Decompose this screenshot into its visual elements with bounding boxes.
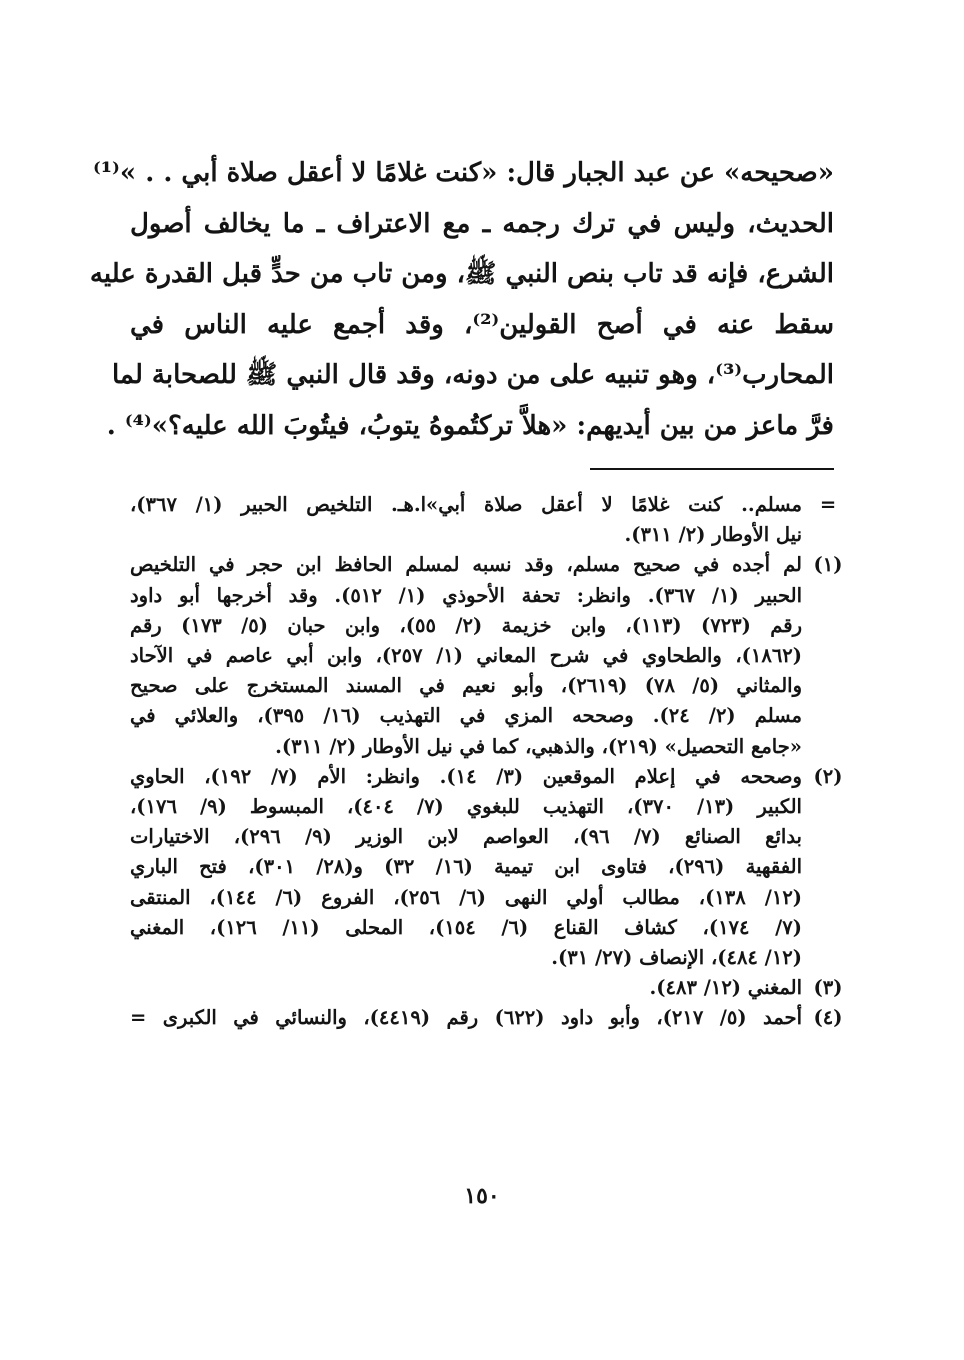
footnote-line: الفقهية (٢٩٦)، فتاوى ابن تيمية (١٦/ ٣٢) و(٢٨/ ٣٠١)، فتح الباري: [130, 855, 802, 879]
page-number: ١٥٠: [464, 1183, 500, 1209]
main-text: [89, 148, 834, 451]
footnote-line: (٧/ ١٧٤)، كشاف القناع (٦/ ١٥٤)، المحلى (١١/ ١٢٦)، المغني: [130, 915, 802, 939]
footnote-marker: =: [819, 493, 837, 516]
footnotes: [130, 490, 850, 1034]
footnote-line: لم أجده في صحيح مسلم، وقد نسبه لمسلم الحافظ ابن حجر في التلخيص: [130, 553, 802, 577]
footnote-separator: [590, 468, 834, 470]
main-text-line: الشرع، فإنه قد تاب بنص النبي ﷺ، ومن تاب من حدٍّ قبل القدرة عليه: [89, 259, 834, 289]
main-text-line: «صحيحه» عن عبد الجبار قال: «كنت غلامًا لا أعقل صلاة أبي . . »⁽¹⁾: [93, 158, 834, 188]
footnote-continuation: [130, 490, 850, 550]
footnote-line: نيل الأوطار (٢/ ٣١١).: [624, 523, 802, 547]
footnote-line: (١٢/ ١٣٨)، مطالب أولي النهى (٦/ ٢٥٦)، الفروع (٦/ ١٤٤)، المنتقى: [130, 885, 803, 909]
footnote-line: الكبير (١٣/ ٣٧٠)، التهذيب للبغوي (٧/ ٤٠٤)، المبسوط (٩/ ١٧٦)،: [130, 795, 802, 819]
footnote-line: أحمد (٥/ ٢١٧)، وأبو داود (٦٢٢) رقم (٤٤١٩)، والنسائي في الكبرى =: [130, 1006, 802, 1030]
footnote-line: (١٨٦٢)، والطحاوي في شرح المعاني (١/ ٢٥٧)، وابن أبي عاصم في الآحاد: [130, 644, 803, 668]
footnote-line: «جامع التحصيل» (٢١٩)، والذهبي، كما في نيل الأوطار (٢/ ٣١١).: [275, 734, 802, 758]
main-text-line: فرَّ ماعز من بين أيديهم: «هلاَّ تركتُموهُ يتوبُ، فيتُوبَ الله عليه؟»⁽⁴⁾ .: [106, 410, 834, 441]
main-text-line: الحديث، وليس في ترك رجمه ـ مع الاعتراف ـ ما يخالف أصول: [130, 208, 834, 239]
footnote-line: والمثاني (٥/ ٧٨) (٢٦١٩)، وأبو نعيم في المسند المستخرج على صحيح: [130, 674, 802, 698]
main-text-line: المحارب⁽³⁾، وهو تنبيه على من دونه، وقد قال النبي ﷺ للصحابة لما: [111, 360, 834, 390]
footnote-marker: (٢): [813, 764, 843, 788]
footnote-2: [130, 762, 850, 973]
footnote-line: رقم (٧٢٣) (١١٣)، وابن خزيمة (٢/ ٥٥)، وابن حبان (٥/ ١٧٣) رقم: [130, 613, 802, 637]
footnote-line: الحبير (١/ ٣٦٧). وانظر: تحفة الأحوذي (١/ ٥١٢). وقد أخرجها أبو داود: [130, 583, 803, 607]
footnote-line: (١٢/ ٤٨٤)، الإنصاف (٢٧/ ٣١).: [551, 946, 802, 970]
main-text-line: سقط عنه في أصح القولين⁽²⁾، وقد أجمع عليه الناس في: [130, 309, 834, 340]
footnote-line: المغني (١٢/ ٤٨٣).: [649, 976, 802, 1000]
footnote-line: مسلم (٢/ ٢٤). وصححه المزي في التهذيب (١٦/ ٣٩٥)، والعلائي في: [130, 704, 802, 728]
footnote-line: بدائع الصنائع (٧/ ٩٦)، العواصم لابن الوزير (٩/ ٢٩٦)، الاختيارات: [130, 825, 802, 849]
footnote-3: [130, 973, 850, 1003]
footnote-1: [130, 550, 850, 761]
footnote-4: [130, 1003, 850, 1033]
footnote-line: وصححه في إعلام الموقعين (٣/ ١٤). وانظر: الأم (٧/ ١٩٢)، الحاوي: [130, 764, 802, 788]
footnote-marker: (٤): [813, 1006, 843, 1030]
footnote-marker: (١): [813, 553, 843, 577]
footnote-line: مسلم.. كنت غلامًا لا أعقل صلاة أبي»ا.هـ. التلخيص الحبير (١/ ٣٦٧)،: [130, 493, 802, 516]
footnote-marker: (٣): [813, 976, 843, 1000]
